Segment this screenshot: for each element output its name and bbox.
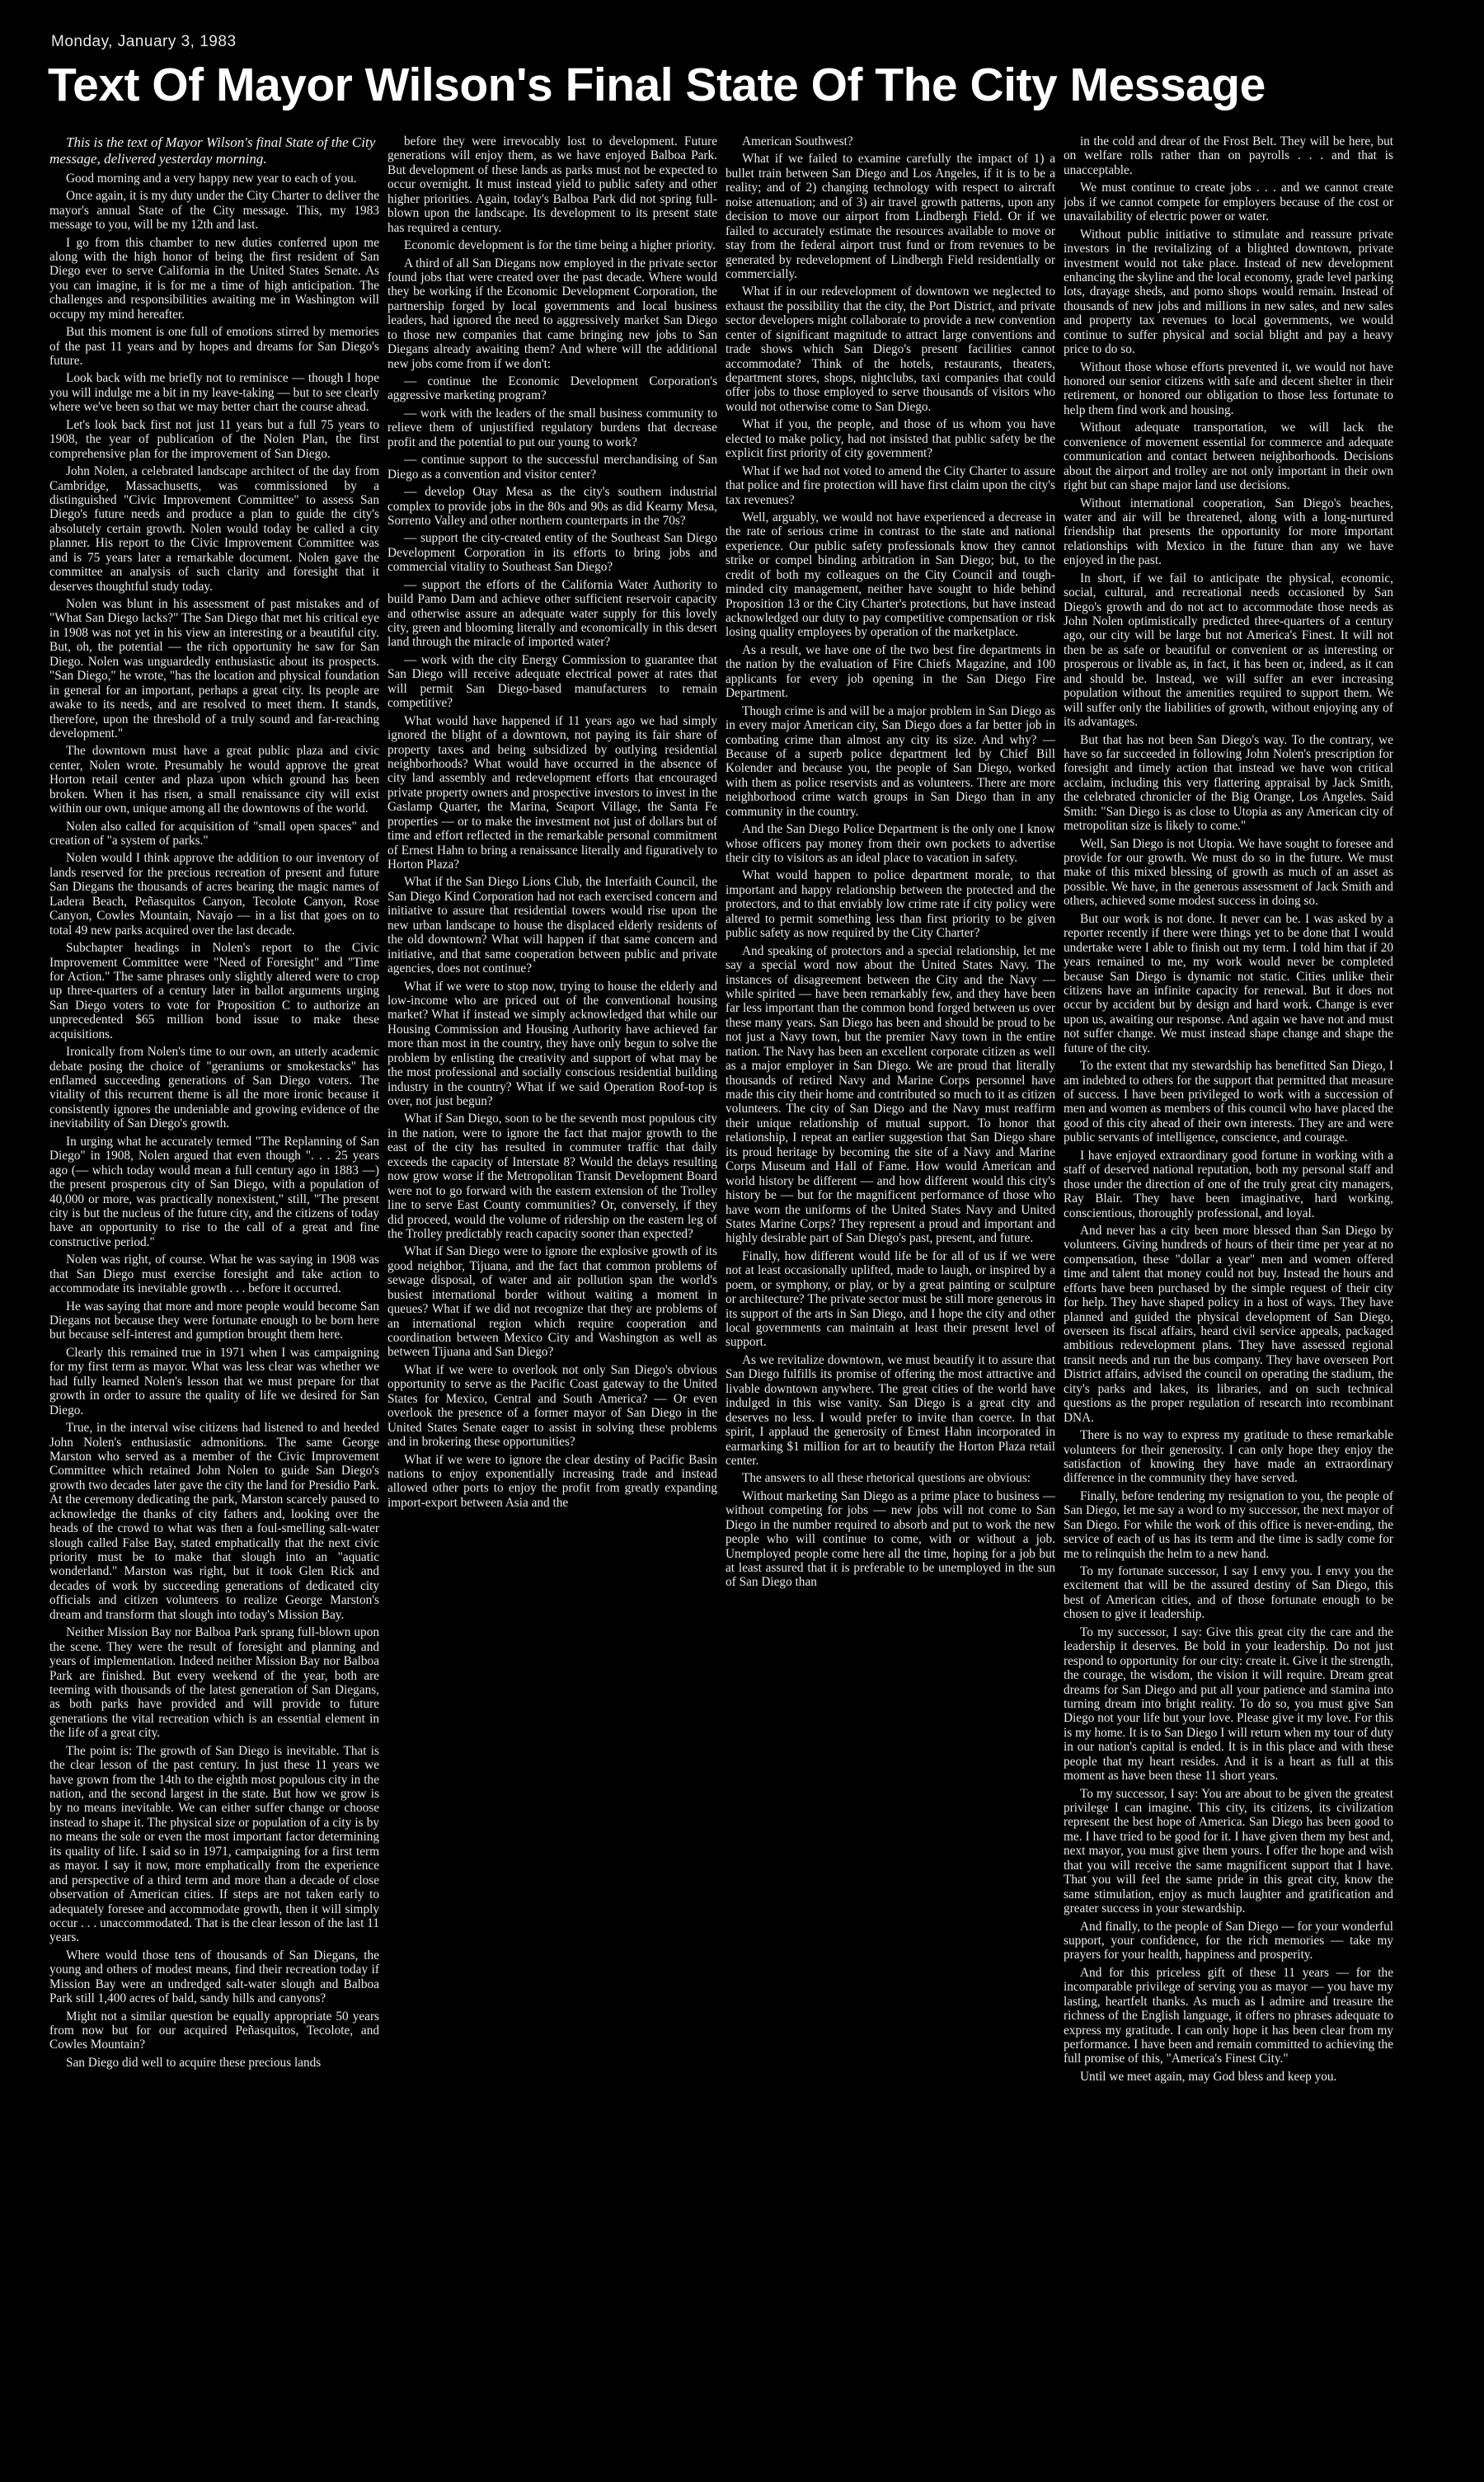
article-paragraph: — support the city-created entity of the Southeast San Diego Development Corporation in its efforts to bring jobs and commercial vitality to Southeast San Diego? <box>387 531 717 575</box>
article-paragraph: — support the efforts of the California Water Authority to build Pamo Dam and achieve other sufficient reservoir capacity and otherwise assure an adequate water supply for this lovely city, green and blooming literally and economically in this desert land through the miracle of imported water? <box>387 577 717 650</box>
article-paragraph: I go from this chamber to new duties conferred upon me along with the high honor of being the first resident of San Diego ever to serve California in the United States Senate. As you can imagine, it is for me a time of high anticipation. The challenges and responsibilities awaiting me in Washington will occupy my mind hereafter. <box>49 235 379 322</box>
article-paragraph: To the extent that my stewardship has benefitted San Diego, I am indebted to others for the support that permitted that measure of success. I have been privileged to work with a succession of men and women as members of this council who have placed the good of this city ahead of their own interests. They are and were public servants of intelligence, conscience, and courage. <box>1064 1059 1393 1145</box>
article-paragraph: What if San Diego were to ignore the explosive growth of its good neighbor, Tijuana, and the fact that common problems of sewage disposal, of water and air pollution span the world's busiest international border without waiting a moment in queues? What if we did not recognize that they are problems of an international region which require cooperation and coordination between Mexico City and Washington as well as between Tijuana and San Diego? <box>387 1244 717 1360</box>
article-column-2 <box>387 134 717 2468</box>
article-paragraph: And never has a city been more blessed than San Diego by volunteers. Giving hundreds of hours of their time per year at no compensation, these "dollar a year" men and women offered time and talent that money could not buy. Instead the hours and efforts have been purchased by the simple request of their city for help. They have shaped policy in a host of ways. They have planned and guided the physical development of San Diego, overseen its fiscal affairs, heard civil service appeals, packaged ambitious redevelopment plans. They have assessed regional transit needs and run the bus company. They have overseen Port District affairs, advised the council on operating the stadium, the city's parks and lakes, its libraries, and on such technical questions as the proper regulation of research into recombinant DNA. <box>1064 1223 1393 1425</box>
article-paragraph: True, in the interval wise citizens had listened to and heeded John Nolen's enthusiastic admonitions. The same George Marston who served as a member of the Civic Improvement Committee which retained John Nolen to guide San Diego's growth two decades later gave the city the land for Presidio Park. At the ceremony dedicating the park, Marston scarcely paused to acknowledge the thanks of city fathers and, looking over the heads of the crowd to what was then a foul-smelling salt-water slough called False Bay, stated emphatically that the next civic priority must be to make that slough into an "aquatic wonderland." Marston was right, but it took Glen Rick and decades of work by succeeding generations of dedicated city officials and citizen volunteers to realize George Marston's dream and transform that slough into today's Mission Bay. <box>49 1421 379 1622</box>
article-paragraph: The point is: The growth of San Diego is inevitable. That is the clear lesson of the past century. In just these 11 years we have grown from the 14th to the eighth most populous city in the nation, and the second largest in the state. But how we grow is by no means inevitable. We can either suffer change or choose instead to shape it. The physical size or population of a city is by no means the sole or even the most important factor determining its quality of life. I said so in 1971, campaigning for a first term as mayor. I say it now, more emphatically from the experience and perspective of a third term and more than a decade of close observation of American cities. If steps are not taken early to adequately foresee and accommodate growth, then it will simply occur . . . unaccommodated. That is the clear lesson of the last 11 years. <box>49 1743 379 1945</box>
article-paragraph: The downtown must have a great public plaza and civic center, Nolen wrote. Presumably he would approve the great Horton retail center and plaza upon which ground has been broken. When it has risen, a small renaissance city will exist within our own, unique among all the downtowns of the world. <box>49 744 379 816</box>
article-paragraph: And the San Diego Police Department is the only one I know whose officers pay money from their own pockets to advertise their city to visitors as an ideal place to vacation in safety. <box>726 822 1055 865</box>
article-paragraph: in the cold and drear of the Frost Belt. They will be here, but on welfare rolls rather than on payrolls . . . and that is unacceptable. <box>1064 134 1393 177</box>
article-paragraph: Might not a similar question be equally appropriate 50 years from now but for our acquired Peñasquitos, Tecolote, and Cowles Mountain? <box>49 2009 379 2052</box>
article-paragraph: I have enjoyed extraordinary good fortune in working with a staff of deserved national reputation, both my personal staff and those under the direction of one of the truly great city managers, Ray Blair. They have been imaginative, hard working, conscientious, thoroughly professional, and loyal. <box>1064 1148 1393 1220</box>
article-paragraph: Finally, how different would life be for all of us if we were not at least occasionally uplifted, made to laugh, or inspired by a poem, or symphony, or play, or by a great painting or sculpture or architecture? The private sector must be still more generous in its support of the arts in San Diego, and I hope the city and other local governments can maintain at least their present level of support. <box>726 1248 1055 1350</box>
article-intro: This is the text of Mayor Wilson's final State of the City message, delivered yesterday morning. <box>49 134 376 167</box>
article-paragraph: He was saying that more and more people would become San Diegans not because they were fortunate enough to be born here but because self-interest and gumption brought them here. <box>49 1299 379 1342</box>
article-column-3 <box>726 134 1055 2468</box>
article-paragraph: We must continue to create jobs . . . and we cannot create jobs if we cannot compete for employers because of the cost or unavailability of electric power or water. <box>1064 181 1393 224</box>
article-paragraph: San Diego did well to acquire these precious lands <box>66 2055 322 2070</box>
article-paragraph: — develop Otay Mesa as the city's southern industrial complex to provide jobs in the 80s and 90s as did Kearny Mesa, Sorrento Valley and other northern counterparts in the 70s? <box>387 485 717 528</box>
article-paragraph: Nolen was right, of course. What he was saying in 1908 was that San Diego must exercise foresight and take action to accommodate its inevitable growth . . . before it occurred. <box>49 1253 379 1296</box>
article-paragraph: Nolen would I think approve the addition to our inventory of lands reserved for the precious recreation of present and future San Diegans the thousands of acres bearing the magic names of Ladera Beach, Peñasquitos Canyon, Tecolote Canyon, Rose Canyon, Cowles Mountain, Navajo — in a list that goes on to total 49 new parks acquired over the last decade. <box>49 851 379 938</box>
article-paragraph: And speaking of protectors and a special relationship, let me say a special word now about the United States Navy. The instances of disagreement between the City and the Navy — while spirited — have been remarkably few, and they have been far less important than the common bond forged between us over these many years. San Diego has been and should be proud to be not just a Navy town, but the premier Navy town in the entire nation. The Navy has been an excellent corporate citizen as well as a major employer in San Diego. We are proud that literally thousands of retired Navy and Marine Corps personnel have made this city their home and contributed so much to it as citizen volunteers. The city of San Diego and the Navy must reaffirm their unique relationship of mutual support. To honor that relationship, I repeat an earlier suggestion that San Diego share its proud heritage by becoming the site of a Navy and Marine Corps Museum and Hall of Fame. How would American and world history be different — and how different would this city's history be — but for the magnificent performance of those who have worn the uniforms of the United States Navy and United States Marine Corps? They represent a proud and important and highly desirable part of San Diego's past, present, and future. <box>726 943 1055 1246</box>
article-paragraph: What if you, the people, and those of us whom you have elected to make policy, had not insisted that public safety be the explicit first priority of city government? <box>726 417 1055 461</box>
article-paragraph: To my successor, I say: Give this great city the care and the leadership it deserves. Be bold in your leadership. Do not just respond to opportunity for our city: create it. Give it the strength, the courage, the wisdom, the vision it will require. Dream great dreams for San Diego and put all your patience and stamina into turning dream into bright reality. To do so, you must give San Diego not your life but your love. Please give it my love. For this is my home. It is to San Diego I will return when my tour of duty in our nation's capital is ended. It is in this place and with these people that my heart resides. And it is a heart as full at this moment as have been these 11 short years. <box>1064 1624 1393 1784</box>
article-paragraph: As we revitalize downtown, we must beautify it to assure that San Diego fulfills its promise of offering the most attractive and livable downtown anywhere. The great cities of the world have indulged in this wise vanity. San Diego is a great city and deserves no less. I would prefer to invite than coerce. In that spirit, I applaud the generosity of Ernest Hahn incorporated in earmarking $1 million for art to beautify the Horton Plaza retail center. <box>726 1352 1055 1468</box>
article-paragraph: Subchapter headings in Nolen's report to the Civic Improvement Committee were "Need of Foresight" and "Time for Action." The same phrases only slightly altered were to crop up three-quarters of a century later in ballot arguments urging San Diego voters to vote for Proposition C to authorize an unprecedented $65 million bond issue to make these acquisitions. <box>49 941 379 1041</box>
article-paragraph: And for this priceless gift of these 11 years — for the incomparable privilege of serving you as mayor — you have my lasting, heartfelt thanks. As much as I admire and treasure the richness of the English language, it offers no phrases adequate to express my gratitude. I can only hope it has been clear from my performance. I have been and remain committed to achieving the full promise of this, "America's Finest City." <box>1064 1965 1393 2066</box>
article-paragraph: before they were irrevocably lost to development. Future generations will enjoy them, as we have enjoyed Balboa Park. But development of these lands as parks must not be expected to occur overnight. It must instead yield to public safety and other higher priorities. Again, today's Balboa Park did not spring full-blown upon the landscape. Its development to its present state has required a century. <box>387 134 717 235</box>
article-paragraph: Finally, before tendering my resignation to you, the people of San Diego, let me say a word to my successor, the next mayor of San Diego. For while the work of this office is never-ending, the service of each of us has its term and the time is sadly come for me to relinquish the helm to a new hand. <box>1064 1488 1393 1561</box>
article-paragraph: What if in our redevelopment of downtown we neglected to exhaust the possibility that the city, the Port District, and private sector developers might collaborate to provide a new convention center of significant magnitude to attract large conventions and trade shows which San Diego's present facilities cannot accommodate? Think of the hotels, restaurants, theaters, department stores, shops, nightclubs, taxi companies that could offer jobs to those employed to serve thousands of visitors who would not otherwise come to San Diego. <box>726 284 1055 414</box>
article-paragraph: In short, if we fail to anticipate the physical, economic, social, cultural, and recreational needs occasioned by San Diego's growth and do not act to accommodate those needs as John Nolen optimistically predicted three-quarters of a century ago, our city will be large but not America's Finest. It will not then be as safe or beautiful or convenient or as interesting or prosperous or livable as, in fact, it has been or, indeed, as it can and should be. Instead, we will suffer an ever increasing population without the amenities required to support them. We will suffer only the liabilities of growth, without enjoying any of its advantages. <box>1064 571 1393 730</box>
article-column-1 <box>49 134 379 2468</box>
article-paragraph: — work with the leaders of the small business community to relieve them of unjustified regulatory burdens that decrease profit and the potential to put our young to work? <box>387 406 717 449</box>
article-paragraph: Clearly this remained true in 1971 when I was campaigning for my first term as mayor. What was less clear was whether we had fully learned Nolen's lesson that we must prepare for that growth in order to assure the quality of life we desired for San Diego. <box>49 1345 379 1417</box>
article-paragraph: To my successor, I say: You are about to be given the greatest privilege I can imagine. This city, its citizens, its civilization represent the best hope of America. San Diego has been good to me. I have tried to be good for it. I have given them my best and, next mayor, you must give them yours. I offer the hope and wish that you will receive the same magnificent support that I have. That you will feel the same pride in this great city, know the same stimulation, enjoy as much laughter and gratification and greater success in your stewardship. <box>1064 1786 1393 1916</box>
article-paragraph: What if we were to stop now, trying to house the elderly and low-income who are priced out of the conventional housing market? What if instead we simply acknowledged that while our Housing Commission and Housing Authority have achieved far more than most in the country, they have only begun to solve the problem by enlisting the creativity and support of what may be the most professional and socially conscious residential building industry in the country? What if we said Operation Roof-top is over, not just begun? <box>387 979 717 1108</box>
article-paragraph: Where would those tens of thousands of San Diegans, the young and others of modest means, find their recreation today if Mission Bay were an undredged salt-water slough and Balboa Park still 1,400 acres of bald, sandy hills and canyons? <box>49 1948 379 2006</box>
article-paragraph: Once again, it is my duty under the City Charter to deliver the mayor's annual State of the City message. This, my 1983 message to you, will be my 12th and last. <box>49 189 379 233</box>
article-paragraph: John Nolen, a celebrated landscape architect of the day from Cambridge, Massachusetts, was commissioned by a distinguished "Civic Improvement Committee" to assess San Diego's future needs and produce a plan to guide the city's absolutely certain growth. Nolen would today be called a city planner. His report to the Civic Improvement Committee was and is 75 years later a remarkable document. Nolen gave the committee an analysis of such clarity and foresight that it deserves thoughtful study today. <box>49 464 379 594</box>
article-paragraph: What if we were to overlook not only San Diego's obvious opportunity to serve as the Pacific Coast gateway to the United States for Mexico, Central and South America? — Or even overlook the presence of a former mayor of San Diego in the United States Senate eager to assist in solving these problems and in brokering these opportunities? <box>387 1362 717 1450</box>
article-paragraph: Without adequate transportation, we will lack the convenience of movement essential for commerce and adequate communication and contact between neighborhoods. Decisions about the airport and trolley are not only important in their own right but can shape major land use decisions. <box>1064 421 1393 493</box>
article-paragraph: What would happen to police department morale, to that important and happy relationship between the protected and the protectors, and to that enviably low crime rate if city policy were altered to permit something less than first priority to be given public safety as now required by the City Charter? <box>726 868 1055 941</box>
article-paragraph: Though crime is and will be a major problem in San Diego as in every major American city, San Diego does a far better job in combating crime than almost any city its size. And why? — Because of a superb police department led by Chief Bill Kolender and because you, the people of San Diego, worked with them as police reservists and as volunteers. There are more neighborhood crime watch groups in San Diego than in any community in the country. <box>726 703 1055 819</box>
article-paragraph: As a result, we have one of the two best fire departments in the nation by the evaluation of Fire Chiefs Magazine, and 100 applicants for every job opening in the San Diego Fire Department. <box>726 642 1055 701</box>
article-column-4 <box>1064 134 1393 2468</box>
article-paragraph: What if we failed to examine carefully the impact of 1) a bullet train between San Diego and Los Angeles, if it is to be a reality; and of 2) changing technology with respect to aircraft noise attenuation; and of 3) air travel growth patterns, upon any decision to move our airport from Lindbergh Field. Or if we failed to accurately estimate the resources available to move or stay from the federal airport trust fund or from revenues to be generated by redevelopment of Lindbergh Field residentially or commercially. <box>726 152 1055 281</box>
article-paragraph: Neither Mission Bay nor Balboa Park sprang full-blown upon the scene. They were the result of foresight and planning and years of implementation. Indeed neither Mission Bay nor Balboa Park are finished. But every weekend of the year, both are teeming with thousands of the latest generation of San Diegans, as both parks have provided and will provide to future generations the vital recreation which is an essential element in the life of a great city. <box>49 1625 379 1741</box>
dateline: Monday, January 3, 1983 <box>51 33 237 50</box>
article-paragraph: Look back with me briefly not to reminisce — though I hope you will indulge me a bit in my leave-taking — but to see clearly where we've been so that we may better chart the course ahead. <box>49 371 379 415</box>
article-paragraph: The answers to all these rhetorical questions are obvious: <box>742 1471 1031 1486</box>
headline: Text Of Mayor Wilson's Final State Of The City Message <box>48 59 1266 111</box>
article-paragraph: Well, arguably, we would not have experienced a decrease in the rate of serious crime in contrast to the state and national experience. Our public safety professionals know they cannot strike or compel binding arbitration in San Diego; but, to the credit of both my colleagues on the City Council and tough-minded city management, neither have sought to hide behind Proposition 13 or the City Charter's protections, but have instead acknowledged our duty to pay competitive compensation or risk losing quality employees by operation of the marketplace. <box>726 510 1055 640</box>
article-paragraph: But our work is not done. It never can be. I was asked by a reporter recently if there were things yet to be done that I would undertake were I able to finish out my term. I told him that if 20 years remained to me, my work would never be completed because San Diego is dynamic not static. Cities unlike their citizens have an infinite capacity for renewal. But it does not occur by accident but by design and hard work. Change is ever upon us, awaiting our response. And again we have not and must not suffer change. We must instead shape change and shape the future of the city. <box>1064 911 1393 1055</box>
article-paragraph: But that has not been San Diego's way. To the contrary, we have so far succeeded in following John Nolen's prescription for foresight and timely action that instead we have won critical acclaim, including this very flattering appraisal by Jack Smith, the celebrated chronicler of the Big Orange, Los Angeles. Said Smith: "San Diego is as close to Utopia as any American city of metropolitan size is likely to come." <box>1064 732 1393 834</box>
article-paragraph: Without international cooperation, San Diego's beaches, water and air will be threatened, along with a long-nurtured friendship that presents the opportunity for more important relationships with Mexico in the future than any we have enjoyed in the past. <box>1064 496 1393 568</box>
article-paragraph: What if the San Diego Lions Club, the Interfaith Council, the San Diego Kind Corporation had not each exercised concern and initiative to assure that residential towers would rise upon the new urban landscape to house the displaced elderly residents of the old downtown? What will happen if that same concern and initiative, and that same cooperation between public and private agencies, does not continue? <box>387 875 717 976</box>
article-paragraph: — continue the Economic Development Corporation's aggressive marketing program? <box>387 374 717 403</box>
article-paragraph: Ironically from Nolen's time to our own, an utterly academic debate posing the choice of "geraniums or smokestacks" has enflamed succeeding generations of San Diego voters. The vitality of this recurrent theme is all the more ironic because it consistently ignores the undeniable and growing evidence of the inevitability of San Diego's growth. <box>49 1045 379 1131</box>
article-paragraph: Until we meet again, may God bless and keep you. <box>1080 2069 1337 2084</box>
article-paragraph: Without those whose efforts prevented it, we would not have honored our senior citizens with safe and decent shelter in their retirement, or honored our obligation to those less fortunate to help them find work and housing. <box>1064 360 1393 417</box>
article-paragraph: And finally, to the people of San Diego — for your wonderful support, your confidence, for the rich memories — take my prayers for your health, happiness and prosperity. <box>1064 1919 1393 1963</box>
article-paragraph: Well, San Diego is not Utopia. We have sought to foresee and provide for our growth. We must do so in the future. We must make of this mixed blessing of growth as much of an asset as possible. We have, in the generous assessment of Jack Smith and others, achieved some modest success in doing so. <box>1064 836 1393 909</box>
article-paragraph: A third of all San Diegans now employed in the private sector found jobs that were created over the past decade. Where would they be working if the Economic Development Corporation, the partnership forged by local governments and local business leaders, had ignored the need to aggressively market San Diego to those new companies that came bringing new jobs to San Diegans already awaiting them? And where will the additional new jobs come from if we don't: <box>387 256 717 371</box>
article-paragraph: American Southwest? <box>742 134 853 148</box>
article-paragraph: But this moment is one full of emotions stirred by memories of the past 11 years and by hopes and dreams for San Diego's future. <box>49 325 379 369</box>
article-paragraph: What if we were to ignore the clear destiny of Pacific Basin nations to enjoy exponentially increasing trade and instead allowed other ports to enjoy the profit from greatly expanding import-export between Asia and the <box>387 1452 717 1510</box>
article-paragraph: Nolen was blunt in his assessment of past mistakes and of "What San Diego lacks?" The San Diego that met his critical eye in 1908 was not yet in his view an interesting or a beautiful city. But, oh, the potential — the rich opportunity he saw for San Diego. Nolen was unguardedly enthusiastic about its prospects. "San Diego," he wrote, "has the location and physical foundation in general for an important, perhaps a great city. Its people are awake to its needs, and are resolved to meet them. It stands, therefore, upon the threshold of a truly sound and far-reaching development." <box>49 597 379 740</box>
article-paragraph: To my fortunate successor, I say I envy you. I envy you the excitement that will be the assured destiny of San Diego, this best of American cities, and of those fortunate enough to be chosen to give it leadership. <box>1064 1564 1393 1622</box>
article-paragraph: — work with the city Energy Commission to guarantee that San Diego will receive adequate electrical power at rates that will permit San Diego-based manufacturers to remain competitive? <box>387 652 717 711</box>
article-paragraph: There is no way to express my gratitude to these remarkable volunteers for their generosity. I can only hope they enjoy the satisfaction of knowing they have made an extraordinary difference in the community they have served. <box>1064 1428 1393 1486</box>
article-paragraph: Without marketing San Diego as a prime place to business — without competing for jobs — new jobs will not come to San Diego in the number required to absorb and put to work the new people who will continue to come, with or without a job. Unemployed people come here all the time, hoping for a job but at least assured that it is preferable to be unemployed in the sun of San Diego than <box>726 1488 1055 1590</box>
article-paragraph: — continue support to the successful merchandising of San Diego as a convention and visitor center? <box>387 453 717 482</box>
article-paragraph: In urging what he accurately termed "The Replanning of San Diego" in 1908, Nolen argued that even though ". . . 25 years ago (— which today would mean a full century ago in 1883 —) the present prosperous city of San Diego, with a population of 40,000 or more, was practically nonexistent," still, "The present city is but the nucleus of the future city, and the citizens of today have an opportunity to rise to the call of a great and fine constructive period." <box>49 1134 379 1249</box>
article-paragraph: What if San Diego, soon to be the seventh most populous city in the nation, were to ignore the fact that major growth to the east of the city has resulted in commuter traffic that daily exceeds the capacity of Interstate 8? Would the delays resulting now grow worse if the Metropolitan Transit Development Board were not to go forward with the eastern extension of the Trolley line to serve East County communities? Or, conversely, if they did proceed, would the volume of ridership on the eastern leg of the Trolley predictably reach capacity sooner than expected? <box>387 1112 717 1241</box>
article-paragraph: Without public initiative to stimulate and reassure private investors in the revitalizing of a blighted downtown, private investment would not take place. Instead of new development enhancing the skyline and the local economy, grade level parking lots, drayage sheds, and porno shops would remain. Instead of thousands of new jobs and millions in new sales, and new sales and property tax revenues to local governments, we would continue to suffer physical and social blight and pay a heavy price to do so. <box>1064 227 1393 357</box>
article-paragraph: Economic development is for the time being a higher priority. <box>404 238 716 253</box>
article-paragraph: Nolen also called for acquisition of "small open spaces" and creation of "a system of parks." <box>49 819 379 848</box>
article-paragraph: Let's look back first not just 11 years but a full 75 years to 1908, the year of publication of the Nolen Plan, the first comprehensive plan for the improvement of San Diego. <box>49 417 379 461</box>
article-paragraph: What would have happened if 11 years ago we had simply ignored the blight of a downtown, not paying its fair share of property taxes and being subsidized by outlying residential neighborhoods? What would have occurred in the absence of city land assembly and redevelopment efforts that encouraged private property owners and prospective investors to invest in the Gaslamp Quarter, the Marina, Seaport Village, the Santa Fe properties — or to make the investment not just of dollars but of time and effort reflected in the remarkable personal commitment of Ernest Hahn to bring a renaissance literally and figuratively to Horton Plaza? <box>387 713 717 872</box>
article-paragraph: Good morning and a very happy new year to each of you. <box>66 171 357 186</box>
article-paragraph: What if we had not voted to amend the City Charter to assure that police and fire protection will have first claim upon the city's tax revenues? <box>726 463 1055 507</box>
